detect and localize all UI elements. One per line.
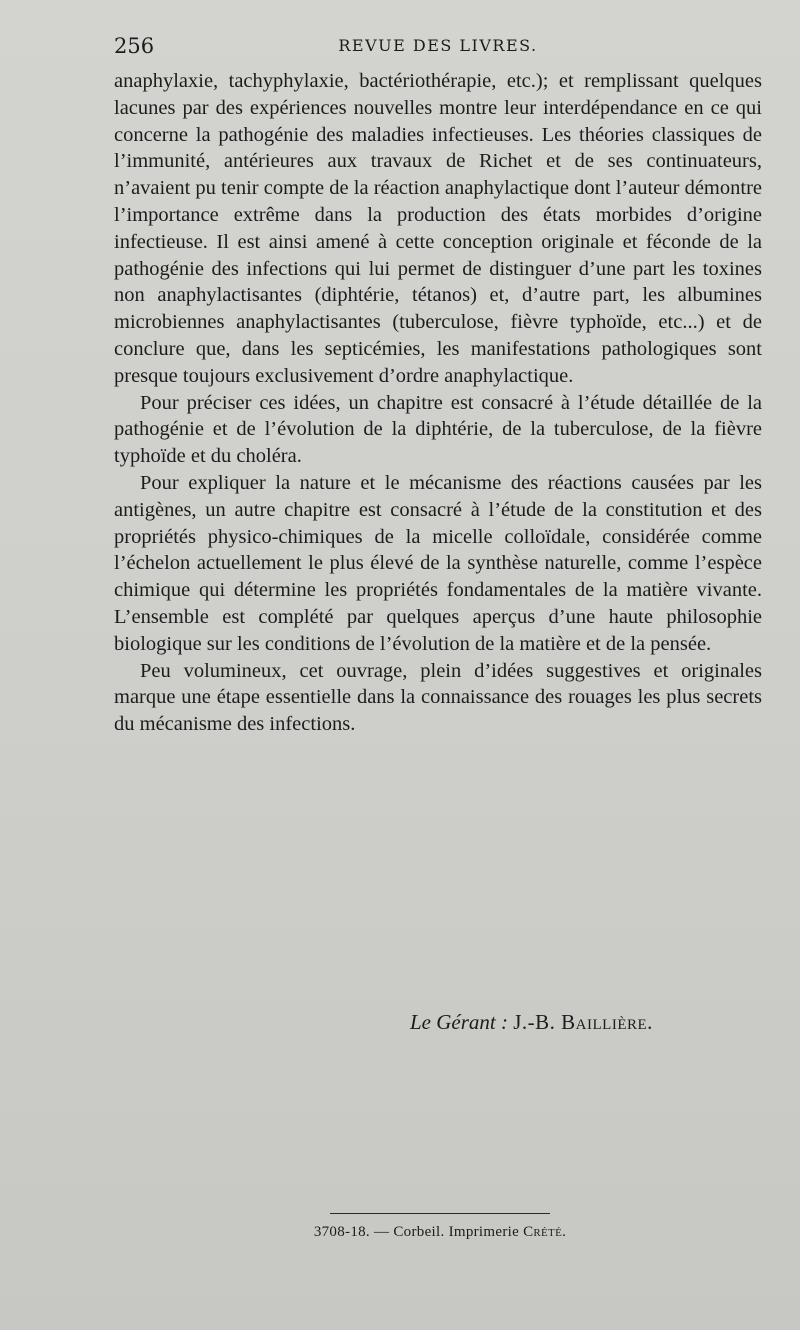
running-title: REVUE DES LIVRES. (338, 36, 538, 55)
printer-imprint (260, 1224, 620, 1241)
signature (410, 1010, 770, 1035)
paragraph-1: anaphylaxie, tachyphylaxie, bactériothérapie, etc.); et remplissant quelques lacunes par des expériences nouvelles montre leur interdépendance en ce qui concerne la pathogénie des maladies infectieuses. Les théories classiques de l’immunité, antérieures aux travaux de Richet et de ses continuateurs, n’avaient pu tenir compte de la réaction anaphylactique dont l’auteur démontre l’importance extrême dans la production des états morbides d’origine infectieuse. Il est ainsi amené à cette conception originale et féconde de la pathogénie des infections qui lui permet de distinguer d’une part les toxines non anaphylactisantes (diphtérie, tétanos) et, d’autre part, les albumines microbiennes anaphylactisantes (tuberculose, fièvre typhoïde, etc...) et de conclure que, dans les septicémies, les manifestations pathologiques sont presque toujours exclusivement d’ordre anaphylactique. (114, 70, 762, 387)
paragraph-4: Peu volumineux, cet ouvrage, plein d’idées suggestives et originales marque une étape essentielle dans la connaissance des rouages les plus secrets du mécanisme des infections. (114, 659, 762, 736)
imprint-text: 3708-18. — Corbeil. Imprimerie (313, 1224, 524, 1240)
signature-role: Le Gérant : (410, 1010, 508, 1034)
footer-rule (330, 1213, 550, 1214)
signature-name: J.-B. Baillière. (513, 1010, 653, 1034)
printer-name: Crété. (523, 1224, 567, 1240)
paragraph-2: Pour préciser ces idées, un chapitre est consacré à l’étude détaillée de la pathogénie et de l’évolution de la diphtérie, de la tuberculose, de la fièvre typhoïde et du choléra. (114, 391, 762, 468)
page-header (114, 34, 762, 64)
body-text (114, 68, 762, 738)
paragraph-3: Pour expliquer la nature et le mécanisme des réactions causées par les antigènes, un autre chapitre est consacré à l’étude de la constitution et des propriétés physico-chimiques de la micelle colloïdale, considérée comme l’échelon actuellement le plus élevé de la synthèse naturelle, comme l’espèce chimique qui détermine les propriétés fondamentales de la matière vivante. L’ensemble est complété par quelques aperçus d’une haute philosophie biologique sur les conditions de l’évolution de la matière et de la pensée. (114, 471, 762, 655)
page-number: 256 (114, 34, 155, 58)
